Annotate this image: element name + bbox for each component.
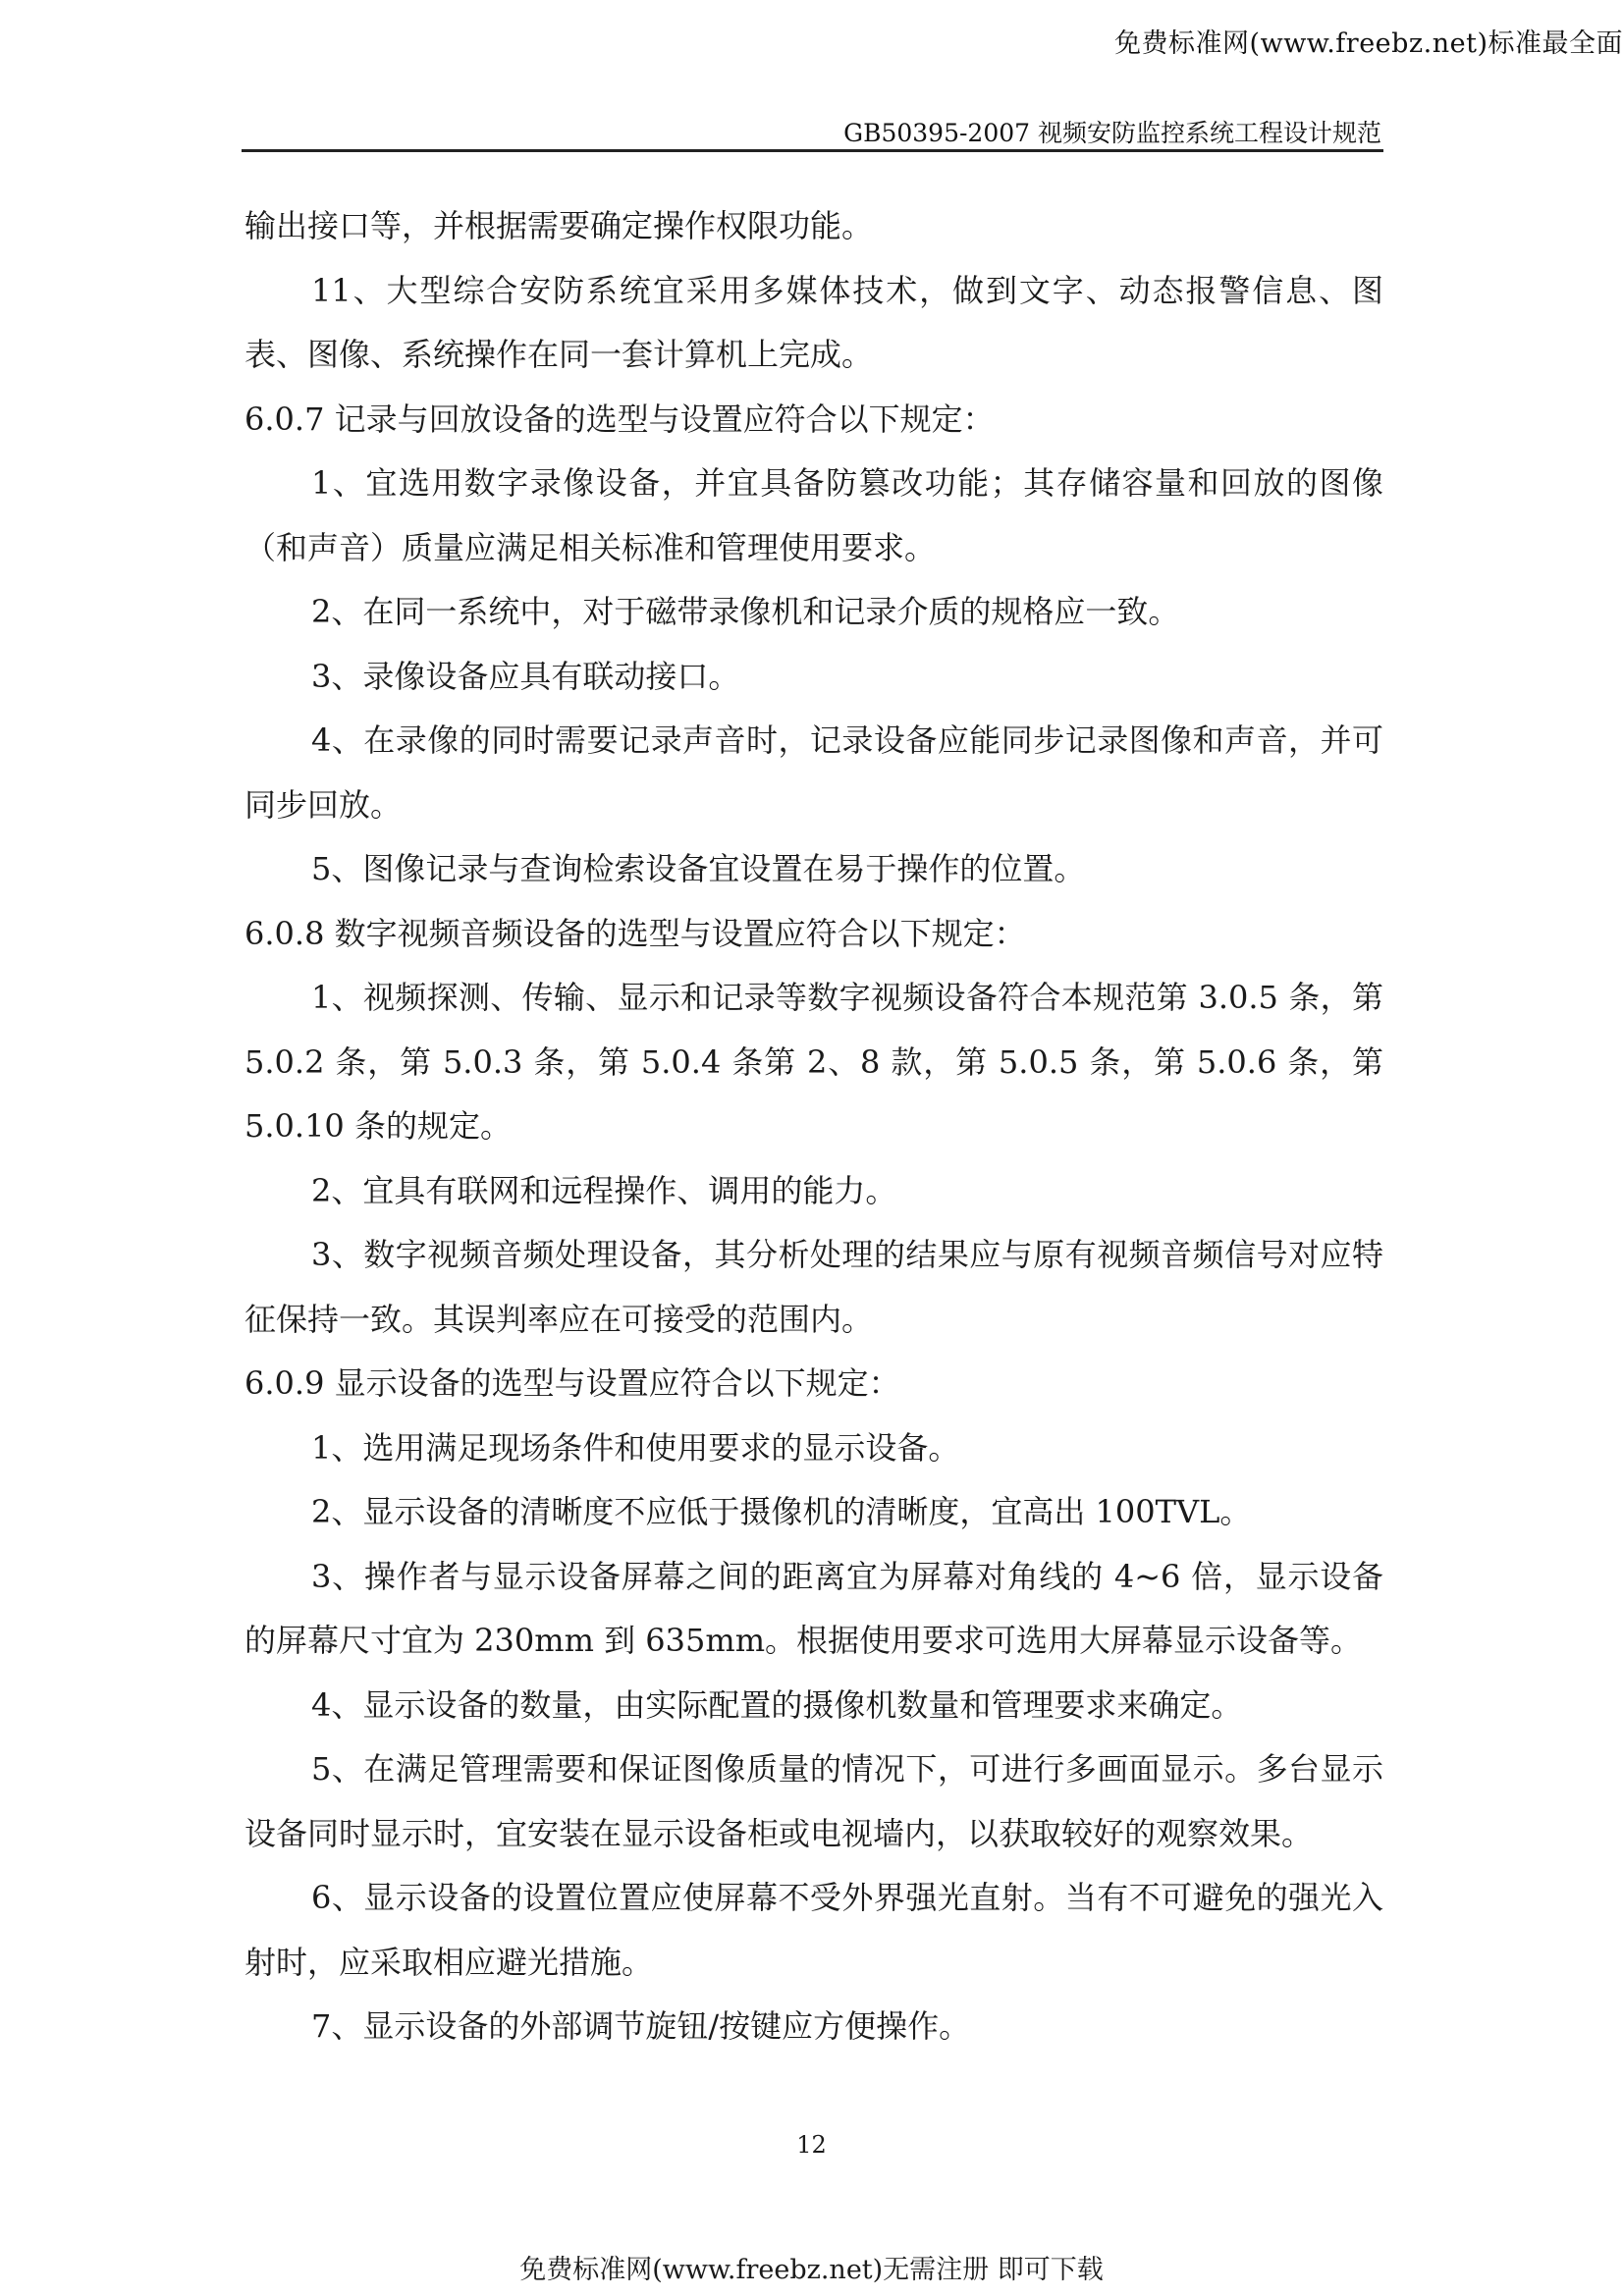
- page-number: 12: [796, 2131, 827, 2159]
- paragraph: 2、显示设备的清晰度不应低于摄像机的清晰度，宜高出 100TVL。: [311, 1493, 1252, 1530]
- paragraph: 4、显示设备的数量，由实际配置的摄像机数量和管理要求来确定。: [311, 1685, 1243, 1724]
- section-heading: 6.0.7 记录与回放设备的选型与设置应符合以下规定：: [244, 400, 995, 438]
- section-heading: 6.0.9 显示设备的选型与设置应符合以下规定：: [244, 1364, 900, 1402]
- paragraph: 3、数字视频音频处理设备，其分析处理的结果应与原有视频音频信号对应特征保持一致。其误判率应在可接受的范围内。: [244, 1236, 1383, 1338]
- paragraph: 1、宜选用数字录像设备，并宜具备防篡改功能；其存储容量和回放的图像（和声音）质量应满足相关标准和管理使用要求。: [244, 464, 1383, 566]
- paragraph: 11、大型综合安防系统宜采用多媒体技术，做到文字、动态报警信息、图表、图像、系统操作在同一套计算机上完成。: [244, 271, 1383, 373]
- paragraph: 7、显示设备的外部调节旋钮/按键应方便操作。: [311, 2007, 971, 2045]
- paragraph: 6、显示设备的设置位置应使屏幕不受外界强光直射。当有不可避免的强光入射时，应采取相应避光措施。: [244, 1879, 1383, 1981]
- bottom-banner: 免费标准网(www.freebz.net)无需注册 即可下载: [519, 2255, 1104, 2285]
- section-heading: 6.0.8 数字视频音频设备的选型与设置应符合以下规定：: [244, 914, 1026, 952]
- running-header: GB50395-2007 视频安防监控系统工程设计规范: [843, 119, 1381, 147]
- paragraph: 5、图像记录与查询检索设备宜设置在易于操作的位置。: [311, 850, 1086, 887]
- paragraph: 3、录像设备应具有联动接口。: [311, 657, 740, 695]
- paragraph: 1、视频探测、传输、显示和记录等数字视频设备符合本规范第 3.0.5 条，第 5.0.2 条，第 5.0.3 条，第 5.0.4 条第 2、8 款，第 5.0.5 条，第 5.0.6 条，第 5.0.10 条的规定。: [244, 979, 1383, 1145]
- paragraph: 2、宜具有联网和远程操作、调用的能力。: [311, 1171, 897, 1209]
- paragraph: 5、在满足管理需要和保证图像质量的情况下，可进行多画面显示。多台显示设备同时显示时，宜安装在显示设备柜或电视墙内，以获取较好的观察效果。: [244, 1750, 1383, 1852]
- paragraph: 输出接口等，并根据需要确定操作权限功能。: [244, 207, 874, 244]
- body-text: [244, 194, 1383, 2059]
- top-banner: 免费标准网(www.freebz.net)标准最全面: [1114, 28, 1623, 59]
- paragraph: 2、在同一系统中，对于磁带录像机和记录介质的规格应一致。: [311, 593, 1180, 630]
- paragraph: 4、在录像的同时需要记录声音时，记录设备应能同步记录图像和声音，并可同步回放。: [244, 721, 1383, 824]
- header-rule: [242, 149, 1383, 152]
- paragraph: 3、操作者与显示设备屏幕之间的距离宜为屏幕对角线的 4~6 倍，显示设备的屏幕尺寸宜为 230mm 到 635mm。根据使用要求可选用大屏幕显示设备等。: [244, 1557, 1383, 1659]
- paragraph: 1、选用满足现场条件和使用要求的显示设备。: [311, 1428, 960, 1467]
